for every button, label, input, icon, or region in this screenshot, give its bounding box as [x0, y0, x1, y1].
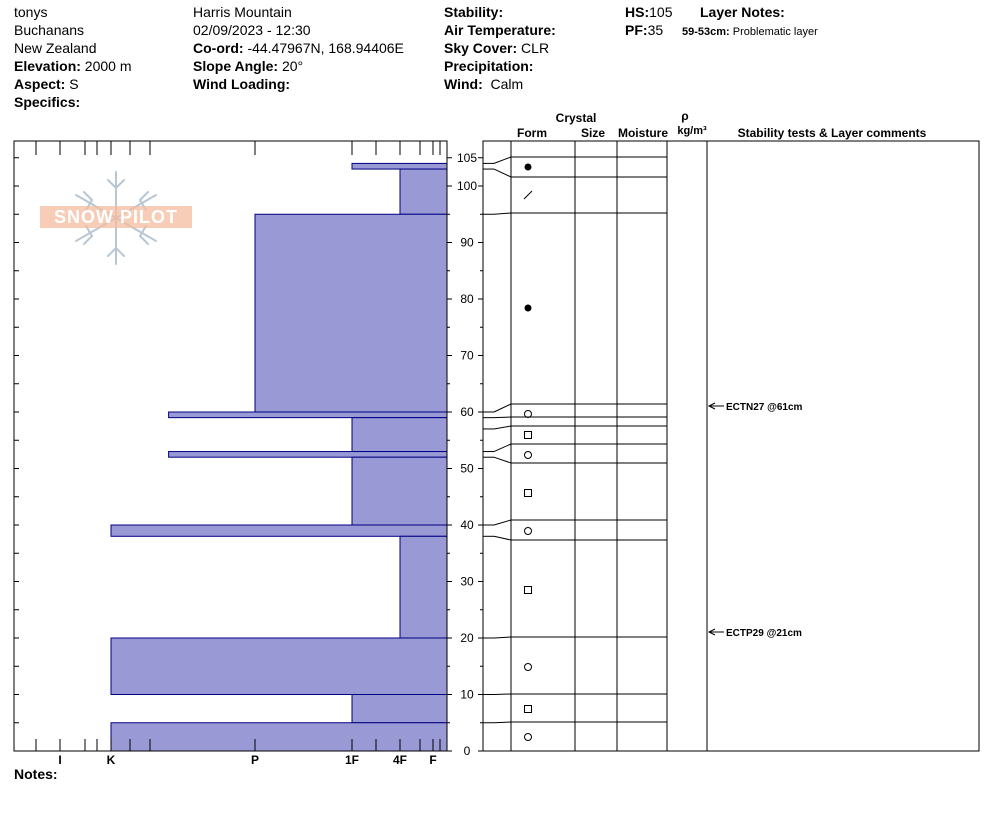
col-moisture-header: Moisture — [617, 126, 669, 140]
wind-loading-label: Wind Loading: — [193, 76, 291, 92]
grain-form-circle-3 — [525, 411, 532, 418]
layer-connector-b-60 — [494, 404, 511, 412]
height-label-80: 80 — [460, 292, 474, 306]
hardness-label-F: F — [429, 753, 437, 767]
layer-connector-b-53 — [494, 444, 511, 452]
pf-label: PF: — [625, 22, 648, 38]
country-name: New Zealand — [14, 40, 97, 56]
col-size-header: Size — [580, 126, 606, 140]
hardness-label-4F: 4F — [392, 753, 408, 767]
col-comments-header: Stability tests & Layer comments — [737, 126, 927, 140]
coord-value: -44.47967N, 168.94406E — [247, 40, 404, 56]
hardness-bar-1 — [400, 169, 447, 214]
col-density-header: kg/m³ — [677, 125, 707, 137]
aspect-label: Aspect: — [14, 76, 66, 92]
grain-form-square-8 — [525, 587, 532, 594]
col-rho-header: ρ — [681, 109, 689, 123]
wind-value: Calm — [490, 76, 524, 92]
height-label-10: 10 — [460, 687, 474, 702]
height-label-100: 100 — [456, 179, 478, 193]
hardness-bar-2 — [255, 214, 447, 412]
sky-cover-label: Sky Cover: — [444, 40, 518, 56]
grain-form-square-4 — [525, 432, 532, 439]
location-name: Harris Mountain — [193, 4, 292, 20]
hardness-label-P: P — [250, 753, 260, 767]
grain-form-circle-5 — [525, 452, 532, 459]
height-label-30: 30 — [460, 574, 474, 589]
layer-connector-b-103 — [494, 169, 511, 177]
grain-form-square-6 — [525, 490, 532, 497]
layer-connector-b-5 — [494, 722, 511, 723]
hardness-bar-3 — [169, 412, 447, 418]
layer-connector-b-40 — [494, 520, 511, 525]
coord-label: Co-ord: — [193, 40, 244, 56]
hardness-bar-0 — [352, 163, 447, 169]
height-label-70: 70 — [460, 348, 474, 363]
layer-connector-b-10 — [494, 694, 511, 695]
layer-connector-b-59 — [494, 417, 511, 418]
air-temp-label: Air Temperature: — [444, 22, 556, 38]
hs-label: HS: — [625, 4, 650, 20]
hardness-label-1F: 1F — [344, 753, 360, 767]
hs-value: 105 — [649, 4, 673, 20]
hardness-bar-11 — [111, 723, 447, 751]
stability-test-label-0: ECTN27 @61cm — [726, 402, 803, 413]
height-label-50: 50 — [460, 461, 474, 476]
stability-test-label-1: ECTP29 @21cm — [726, 628, 802, 639]
notes-label: Notes: — [14, 766, 58, 782]
layer-connector-b-52 — [494, 457, 511, 463]
datetime: 02/09/2023 - 12:30 — [193, 22, 311, 38]
height-label-60: 60 — [460, 405, 474, 419]
layer-note-range: 59-53cm: — [682, 26, 730, 38]
hardness-bar-7 — [111, 525, 447, 536]
hardness-label-K: K — [106, 753, 116, 767]
sky-cover-value: CLR — [521, 40, 550, 56]
grain-form-square-10 — [525, 706, 532, 713]
elevation-label: Elevation: — [14, 58, 81, 74]
precip-label: Precipitation: — [444, 58, 534, 74]
layer-connector-b-95 — [494, 213, 511, 214]
layer-connector-b-38 — [494, 536, 511, 540]
hardness-bar-10 — [352, 695, 447, 723]
layer-note-text: Problematic layer — [732, 26, 818, 38]
height-label-105: 105 — [456, 150, 478, 165]
slope-label: Slope Angle: — [193, 58, 279, 74]
hardness-label-I: I — [58, 753, 62, 767]
grain-form-circle-9 — [525, 664, 532, 671]
grain-form-slash-1 — [524, 191, 532, 199]
col-form-header: Form — [517, 126, 547, 140]
snowpilot-logo-text: SNOW PILOT — [40, 206, 192, 228]
stability-label: Stability: — [444, 4, 504, 20]
hardness-bar-4 — [352, 418, 447, 452]
height-label-40: 40 — [460, 518, 474, 532]
pf-value: 35 — [647, 22, 664, 38]
layer-connector-b-57 — [494, 426, 511, 429]
elevation-value: 2000 m — [84, 58, 132, 74]
area-name: Buchanans — [14, 22, 85, 38]
hardness-bar-5 — [169, 452, 447, 458]
observer-name: tonys — [14, 4, 48, 20]
aspect-value: S — [69, 76, 79, 92]
grain-form-circle-11 — [525, 734, 532, 741]
hardness-bar-8 — [400, 536, 447, 638]
hardness-bar-6 — [352, 457, 447, 525]
slope-value: 20° — [281, 58, 304, 74]
grain-form-circle-7 — [525, 528, 532, 535]
height-label-20: 20 — [460, 631, 474, 645]
layer-connector-b-104 — [494, 157, 511, 163]
height-label-0: 0 — [463, 744, 471, 758]
specifics-label: Specifics: — [14, 94, 81, 110]
wind-label: Wind: — [444, 76, 483, 92]
layer-table-frame — [483, 141, 979, 751]
layer-notes-label: Layer Notes: — [700, 4, 785, 20]
grain-form-dot-2 — [525, 305, 532, 312]
height-label-90: 90 — [460, 235, 474, 250]
col-crystal-header: Crystal — [555, 111, 597, 125]
hardness-bar-9 — [111, 638, 447, 695]
layer-connector-b-20 — [494, 637, 511, 638]
grain-form-dot-0 — [525, 164, 532, 171]
